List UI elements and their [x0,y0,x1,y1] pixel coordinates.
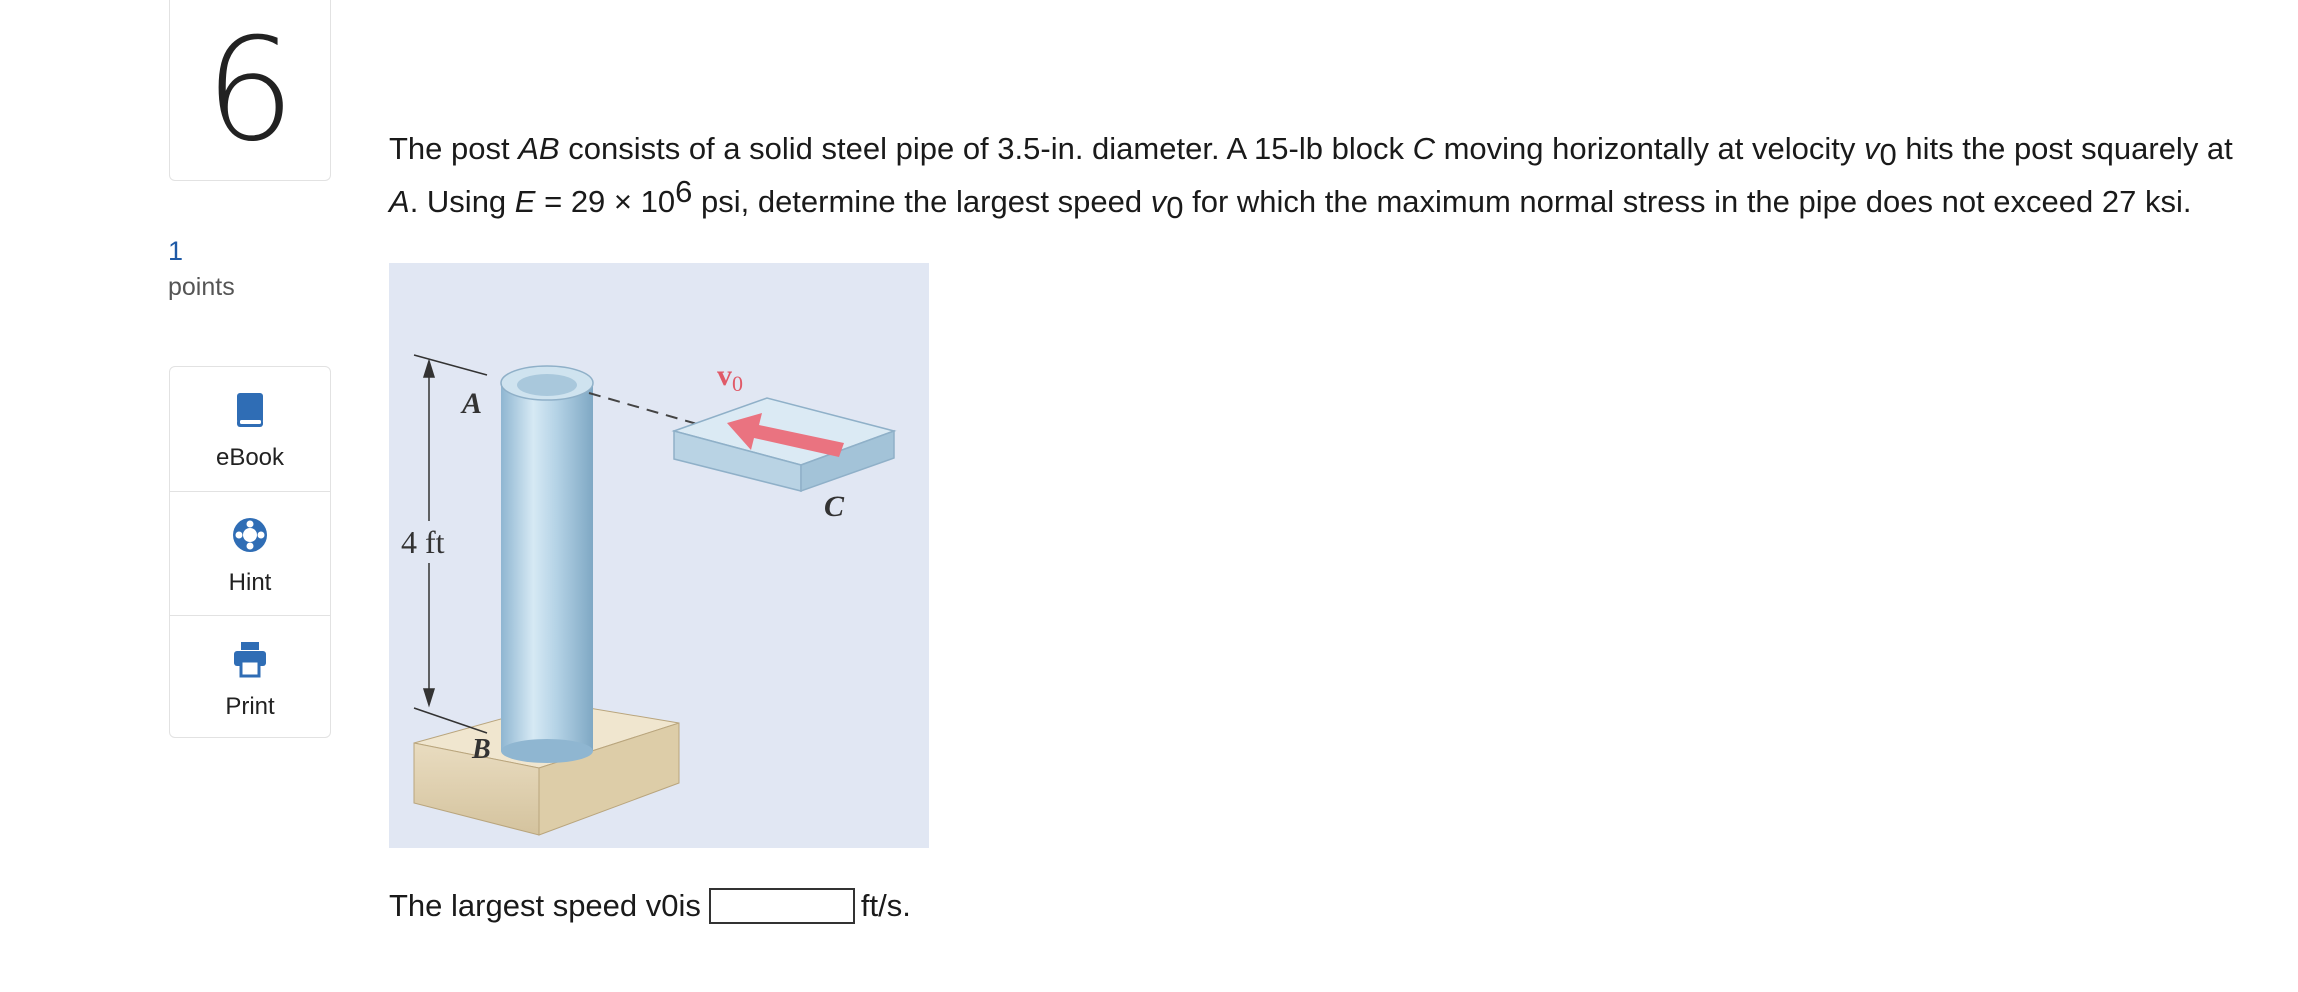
answer-unit: ft/s. [860,888,911,923]
label-b: B [472,734,491,765]
problem-figure [389,263,929,848]
lifebuoy-icon [229,514,271,556]
impact-line [589,393,711,428]
print-button[interactable] [170,615,330,739]
points-value: 1 [168,236,184,266]
label-v0: $v_0$ [717,359,743,396]
label-c: C [824,490,845,523]
answer-line: The largest speed v 0 is ft/s. [389,888,911,923]
hint-button[interactable] [170,491,330,615]
post-block-diagram [389,263,929,848]
question-number-box [169,0,331,181]
label-a: A [462,387,483,420]
question-text: The post AB consists of a solid steel pipe of 3.5-in. diameter. A 15-lb block C moving horizontally at velocity $v_0$ hits the post squarely at A. Using $E = 29 \times 10^6$ psi, determine the largest speed $v_0$ for which the maximum normal stress in the pipe does not exceed 27 ksi. [389,131,2233,225]
block-c [674,398,894,491]
question-tools [169,366,331,738]
label-height: 4 ft [401,524,445,560]
print-label: Print [225,693,275,720]
answer-input[interactable] [709,888,855,924]
printer-icon [229,638,271,680]
book-icon [229,389,271,431]
points-label: points [168,273,235,301]
ebook-label: eBook [215,444,285,471]
steel-pipe [501,366,593,763]
label-ab: AB [518,131,560,166]
ebook-button[interactable] [170,367,330,491]
question-number: 6 [204,8,296,173]
hint-label: Hint [228,569,272,596]
